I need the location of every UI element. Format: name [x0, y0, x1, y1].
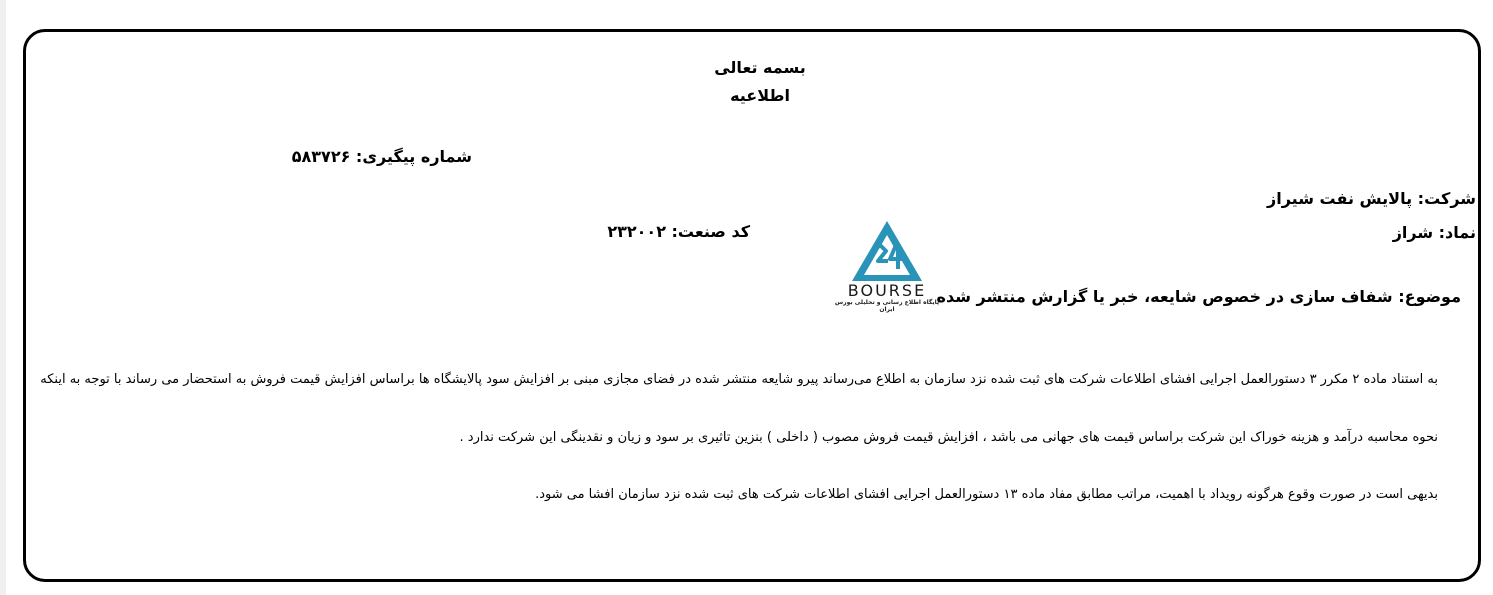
ticker-symbol: نماد: شراز [1392, 223, 1476, 242]
announcement-title: اطلاعیه [730, 86, 790, 105]
industry-code: کد صنعت: ۲۳۲۰۰۲ [607, 222, 750, 241]
subject-line: موضوع: شفاف سازی در خصوص شایعه، خبر یا گزارش منتشر شده [936, 287, 1461, 306]
body-paragraph-3: بدیهی است در صورت وقوع هرگونه رویداد با اهمیت، مراتب مطابق مفاد ماده ۱۳ دستورالعمل اجرایی افشای اطلاعات شرکت های ثبت شده نزد سازمان افشا می شود. [535, 487, 1438, 502]
basmala-heading: بسمه تعالی [714, 58, 806, 77]
bourse-logo [830, 205, 944, 313]
page-left-edge [0, 0, 6, 595]
company-name: شرکت: پالایش نفت شیراز [1267, 189, 1476, 208]
body-paragraph-1: به استناد ماده ۲ مکرر ۳ دستورالعمل اجرایی افشای اطلاعات شرکت های ثبت شده نزد سازمان به اطلاع می‌رساند پیرو شایعه منتشر شده در فضای مجازی مبنی بر افزایش سود پالایشگاه ها براساس افزایش قیمت فروش به استحضار می رساند با توجه به اینکه [40, 372, 1438, 387]
tracking-number: شماره پیگیری: ۵۸۳۷۲۶ [291, 147, 472, 166]
logo-wordmark: BOURSE [847, 281, 927, 300]
body-paragraph-2: نحوه محاسبه درآمد و هزینه خوراک این شرکت براساس قیمت های جهانی می باشد ، افزایش قیمت فروش مصوب ( داخلی ) بنزین تاثیری بر سود و زیان و نقدینگی این شرکت ندارد . [459, 430, 1438, 445]
bourse-triangle-icon [830, 205, 944, 285]
logo-caption: پایگاه اطلاع رسانی و تحلیلی بورس ایران [834, 299, 940, 313]
